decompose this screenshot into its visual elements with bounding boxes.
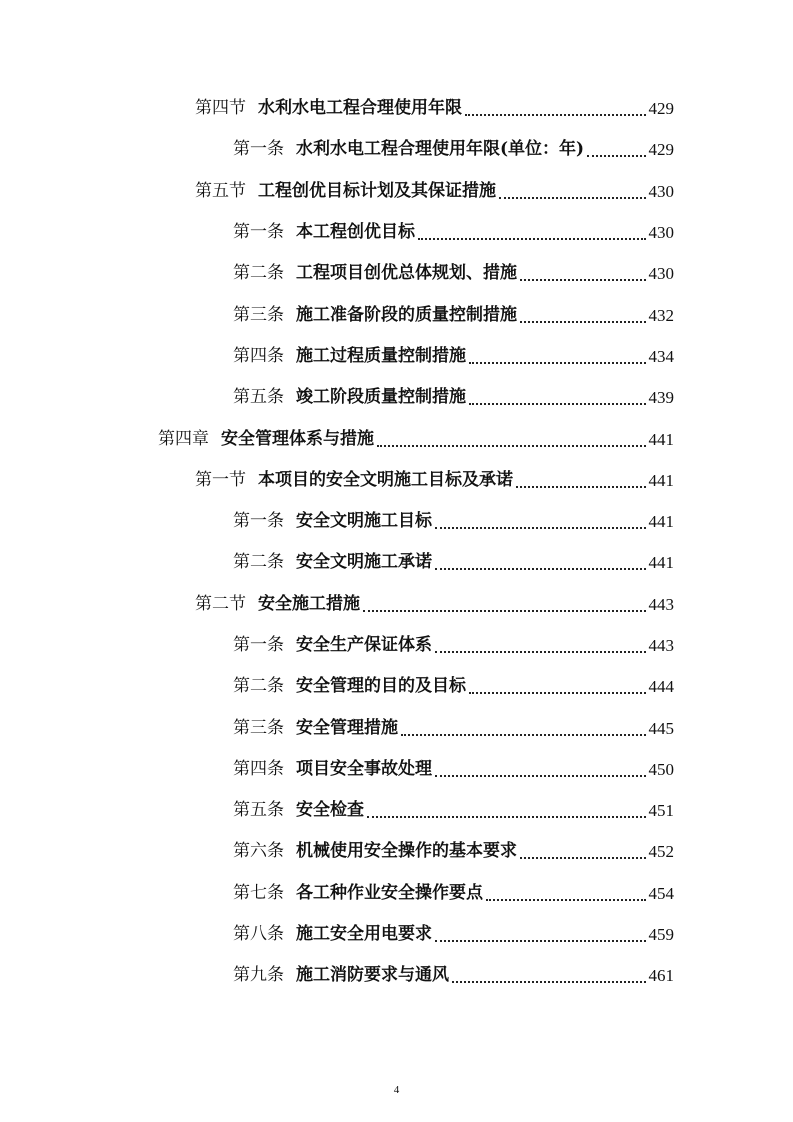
toc-entry-page: 430 xyxy=(648,264,674,284)
toc-entry-title: 各工种作业安全操作要点 xyxy=(296,882,483,903)
toc-entry-number: 第一条 xyxy=(233,222,284,243)
toc-entry[interactable] xyxy=(0,666,793,707)
toc-entry[interactable] xyxy=(0,377,793,418)
dot-leader xyxy=(363,609,646,612)
toc-entry-page: 429 xyxy=(648,140,674,160)
dot-leader xyxy=(452,980,646,983)
toc-entry[interactable] xyxy=(0,584,793,625)
toc-entry-title: 本工程创优目标 xyxy=(296,222,415,243)
toc-entry-number: 第三条 xyxy=(233,304,284,325)
toc-entry-title: 安全文明施工承诺 xyxy=(296,552,432,573)
dot-leader xyxy=(435,526,646,529)
toc-entry-title: 施工安全用电要求 xyxy=(296,924,432,945)
toc-entry-number: 第一条 xyxy=(233,635,284,655)
dot-leader xyxy=(516,485,646,488)
toc-entry-title: 本项目的安全文明施工目标及承诺 xyxy=(258,469,513,490)
toc-entry-page: 432 xyxy=(648,305,674,325)
toc-entry[interactable] xyxy=(0,253,793,294)
toc-entry[interactable] xyxy=(0,707,793,748)
toc-entry-title: 水利水电工程合理使用年限 xyxy=(258,98,462,119)
toc-entry-page: 430 xyxy=(648,223,674,243)
dot-leader xyxy=(377,444,646,447)
toc-entry-page: 459 xyxy=(648,925,674,945)
dot-leader xyxy=(469,402,646,405)
toc-entry-number: 第七条 xyxy=(233,882,284,903)
toc-entry-page: 434 xyxy=(648,346,674,366)
dot-leader xyxy=(465,113,646,116)
toc-entry-page: 441 xyxy=(648,470,674,490)
toc-entry-title: 工程创优目标计划及其保证措施 xyxy=(258,180,496,201)
toc-entry-page: 443 xyxy=(648,594,674,614)
toc-entry-title: 安全管理体系与措施 xyxy=(221,428,374,449)
toc-entry[interactable] xyxy=(0,542,793,583)
toc-entry-number: 第二条 xyxy=(233,676,284,697)
toc-entry[interactable] xyxy=(0,418,793,459)
toc-entry-number: 第二节 xyxy=(195,593,246,614)
toc-entry-number: 第一条 xyxy=(233,511,284,532)
toc-entry-title: 施工过程质量控制措施 xyxy=(296,345,466,366)
toc-entry-title: 安全管理的目的及目标 xyxy=(296,676,466,697)
toc-entry-number: 第四章 xyxy=(158,428,209,449)
toc-entry-title: 项目安全事故处理 xyxy=(296,758,432,779)
toc-entry-title: 安全施工措施 xyxy=(258,593,360,614)
dot-leader xyxy=(435,567,646,570)
dot-leader xyxy=(367,815,646,818)
toc-entry[interactable] xyxy=(0,212,793,253)
toc-entry-title: 施工准备阶段的质量控制措施 xyxy=(296,304,517,325)
toc-entry-page: 441 xyxy=(648,553,674,573)
toc-entry-page: 429 xyxy=(648,99,674,119)
toc-entry[interactable] xyxy=(0,171,793,212)
toc-entry-number: 第六条 xyxy=(233,841,284,862)
dot-leader xyxy=(499,196,646,199)
toc-entry[interactable] xyxy=(0,501,793,542)
dot-leader xyxy=(401,733,646,736)
toc-entry-page: 445 xyxy=(648,718,674,738)
toc-entry[interactable] xyxy=(0,88,793,129)
dot-leader xyxy=(418,237,646,240)
toc-entry[interactable] xyxy=(0,955,793,996)
toc-entry-page: 451 xyxy=(648,801,674,821)
toc-entry-number: 第五条 xyxy=(233,800,284,821)
toc-entry-title: 水利水电工程合理使用年限(单位：年) xyxy=(296,139,585,160)
toc-entry-number: 第二条 xyxy=(233,263,284,284)
dot-leader xyxy=(435,650,646,653)
dot-leader xyxy=(486,898,646,901)
toc-entry[interactable] xyxy=(0,336,793,377)
table-of-contents xyxy=(0,88,793,997)
toc-entry-title: 施工消防要求与通风 xyxy=(296,965,449,986)
dot-leader xyxy=(520,278,646,281)
toc-entry-title: 安全生产保证体系 xyxy=(296,635,432,655)
toc-entry[interactable] xyxy=(0,790,793,831)
toc-entry[interactable] xyxy=(0,749,793,790)
toc-entry-page: 454 xyxy=(648,883,674,903)
toc-entry-number: 第四条 xyxy=(233,345,284,366)
toc-entry-page: 444 xyxy=(648,677,674,697)
toc-entry-page: 439 xyxy=(648,388,674,408)
toc-entry-page: 441 xyxy=(648,512,674,532)
toc-entry-number: 第二条 xyxy=(233,552,284,573)
dot-leader xyxy=(520,320,646,323)
toc-entry-page: 430 xyxy=(648,181,674,201)
toc-entry-page: 450 xyxy=(648,759,674,779)
dot-leader xyxy=(435,939,646,942)
toc-entry-page: 461 xyxy=(648,966,674,986)
toc-entry-number: 第五条 xyxy=(233,387,284,408)
toc-entry[interactable] xyxy=(0,873,793,914)
toc-entry-number: 第四条 xyxy=(233,758,284,779)
toc-entry-number: 第九条 xyxy=(233,965,284,986)
toc-entry-number: 第一条 xyxy=(233,139,284,160)
toc-entry[interactable] xyxy=(0,625,793,666)
dot-leader xyxy=(469,361,646,364)
dot-leader xyxy=(520,856,646,859)
toc-entry[interactable] xyxy=(0,831,793,872)
toc-entry-title: 机械使用安全操作的基本要求 xyxy=(296,841,517,862)
toc-entry-title: 安全文明施工目标 xyxy=(296,511,432,532)
toc-entry-title: 安全检查 xyxy=(296,800,364,821)
toc-entry-page: 452 xyxy=(648,842,674,862)
page-number: 4 xyxy=(393,1084,400,1096)
toc-entry[interactable] xyxy=(0,294,793,335)
dot-leader xyxy=(435,774,646,777)
toc-entry-number: 第三条 xyxy=(233,717,284,738)
toc-entry-number: 第五节 xyxy=(195,180,246,201)
toc-entry-page: 441 xyxy=(648,429,674,449)
toc-entry-number: 第一节 xyxy=(195,469,246,490)
toc-entry-number: 第八条 xyxy=(233,924,284,945)
toc-entry-title: 安全管理措施 xyxy=(296,717,398,738)
toc-entry-title: 竣工阶段质量控制措施 xyxy=(296,387,466,408)
toc-entry[interactable] xyxy=(0,460,793,501)
toc-entry-number: 第四节 xyxy=(195,98,246,119)
toc-entry[interactable] xyxy=(0,914,793,955)
toc-entry-title: 工程项目创优总体规划、措施 xyxy=(296,263,517,284)
toc-entry[interactable] xyxy=(0,129,793,170)
toc-entry-page: 443 xyxy=(648,636,674,655)
dot-leader xyxy=(469,691,646,694)
dot-leader xyxy=(587,154,645,157)
